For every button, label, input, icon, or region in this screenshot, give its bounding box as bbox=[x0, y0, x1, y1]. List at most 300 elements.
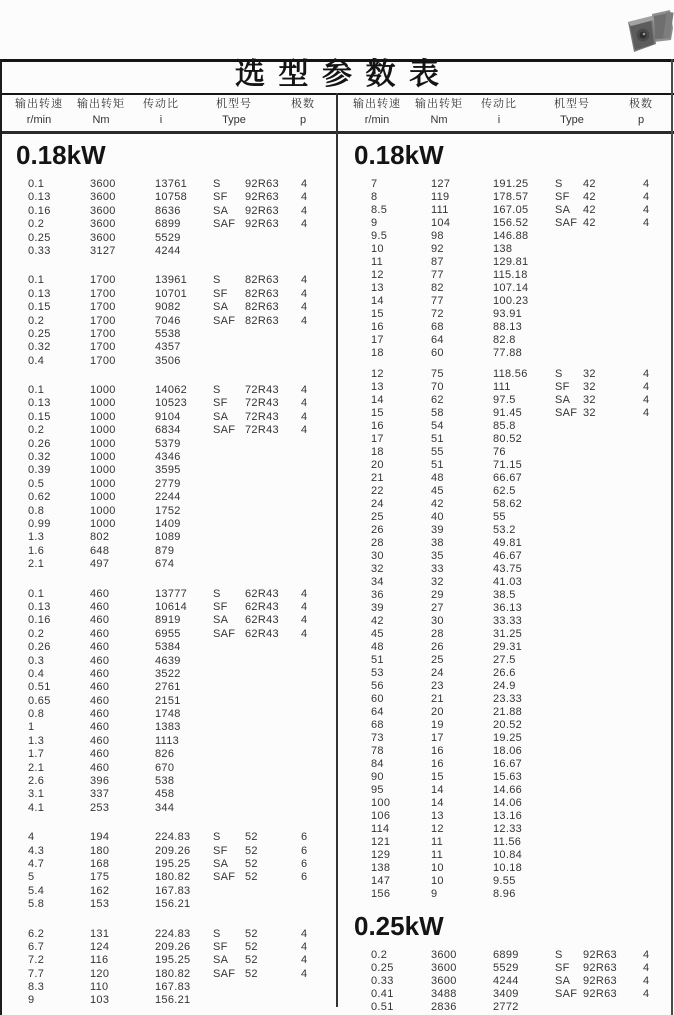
ratio-cell: 7046 bbox=[155, 314, 181, 327]
type-prefix-cell bbox=[555, 862, 583, 875]
ratio-cell: 224.83 bbox=[155, 927, 191, 940]
speed-cell: 28 bbox=[371, 537, 384, 549]
poles-cell: 6 bbox=[301, 871, 308, 884]
ratio-cell: 5529 bbox=[493, 962, 519, 974]
ratio-cell: 167.83 bbox=[155, 884, 191, 897]
type-model-cell: 52 bbox=[245, 831, 258, 844]
table-row bbox=[0, 545, 337, 558]
speed-cell: 1.7 bbox=[28, 748, 45, 761]
torque-cell: 337 bbox=[90, 788, 110, 801]
speed-cell: 1 bbox=[28, 721, 35, 734]
torque-cell: 648 bbox=[90, 544, 110, 557]
ratio-cell: 156.52 bbox=[493, 217, 529, 229]
poles-cell bbox=[643, 732, 667, 745]
type-prefix-cell: SA bbox=[213, 204, 229, 217]
poles-cell bbox=[301, 788, 325, 801]
table-row bbox=[338, 602, 674, 615]
speed-cell: 0.8 bbox=[28, 708, 45, 721]
type-prefix-cell: SAF bbox=[213, 218, 236, 231]
table-row bbox=[338, 615, 674, 628]
poles-cell bbox=[643, 667, 667, 680]
table-row bbox=[0, 341, 337, 354]
ratio-cell: 6899 bbox=[493, 949, 519, 961]
table-row bbox=[338, 719, 674, 732]
speed-cell: 0.25 bbox=[371, 962, 394, 974]
poles-cell bbox=[643, 243, 667, 256]
table-row bbox=[0, 928, 337, 941]
table-row bbox=[338, 862, 674, 875]
table-row bbox=[0, 721, 337, 734]
type-prefix-cell bbox=[213, 491, 245, 504]
type-model-cell bbox=[583, 550, 643, 563]
ratio-cell: 2779 bbox=[155, 477, 181, 490]
type-prefix-cell: SA bbox=[555, 394, 571, 406]
type-prefix-cell: SAF bbox=[555, 217, 578, 229]
speed-cell: 0.1 bbox=[28, 274, 45, 287]
poles-cell bbox=[301, 505, 325, 518]
torque-cell: 77 bbox=[431, 269, 444, 281]
torque-cell: 2836 bbox=[431, 1001, 457, 1013]
type-prefix-cell: SF bbox=[213, 844, 228, 857]
gear-ratio-block bbox=[0, 831, 337, 911]
type-model-cell bbox=[583, 719, 643, 732]
type-prefix-cell: SAF bbox=[213, 871, 236, 884]
torque-cell: 20 bbox=[431, 706, 444, 718]
torque-cell: 23 bbox=[431, 680, 444, 692]
ratio-cell: 6899 bbox=[155, 218, 181, 231]
type-prefix-cell: SA bbox=[213, 410, 229, 423]
type-prefix-cell bbox=[555, 511, 583, 524]
ratio-cell: 16.67 bbox=[493, 758, 523, 770]
poles-cell bbox=[643, 758, 667, 771]
table-row bbox=[338, 988, 674, 1001]
table-row bbox=[338, 771, 674, 784]
speed-cell: 6.2 bbox=[28, 927, 45, 940]
ratio-cell: 58.62 bbox=[493, 498, 523, 510]
type-model-cell: 92R63 bbox=[245, 191, 279, 204]
table-row bbox=[338, 485, 674, 498]
poles-cell: 6 bbox=[301, 831, 308, 844]
table-row bbox=[0, 981, 337, 994]
ratio-cell: 4244 bbox=[493, 975, 519, 987]
speed-cell: 114 bbox=[371, 823, 390, 835]
speed-cell: 0.39 bbox=[28, 464, 51, 477]
type-model-cell bbox=[583, 654, 643, 667]
torque-cell: 460 bbox=[90, 600, 110, 613]
ratio-cell: 14.66 bbox=[493, 784, 523, 796]
speed-cell: 16 bbox=[371, 321, 384, 333]
column-header-unit: p bbox=[637, 114, 645, 126]
type-prefix-cell bbox=[213, 558, 245, 571]
speed-cell: 0.51 bbox=[28, 681, 51, 694]
poles-cell bbox=[643, 628, 667, 641]
type-model-cell bbox=[245, 451, 301, 464]
torque-cell: 3127 bbox=[90, 244, 116, 257]
torque-cell: 75 bbox=[431, 368, 444, 380]
type-prefix-cell: S bbox=[555, 949, 563, 961]
type-prefix-cell bbox=[555, 459, 583, 472]
type-model-cell: 72R43 bbox=[245, 397, 279, 410]
type-model-cell bbox=[245, 505, 301, 518]
type-model-cell: 52 bbox=[245, 940, 258, 953]
ratio-cell: 82.8 bbox=[493, 334, 516, 346]
torque-cell: 103 bbox=[90, 994, 110, 1007]
torque-cell: 30 bbox=[431, 615, 444, 627]
torque-cell: 35 bbox=[431, 550, 444, 562]
ratio-cell: 5384 bbox=[155, 641, 181, 654]
speed-cell: 0.13 bbox=[28, 397, 51, 410]
type-prefix-cell bbox=[555, 576, 583, 589]
poles-cell: 4 bbox=[643, 178, 650, 190]
speed-cell: 0.99 bbox=[28, 517, 51, 530]
type-prefix-cell bbox=[555, 295, 583, 308]
speed-cell: 45 bbox=[371, 628, 384, 640]
type-model-cell: 72R43 bbox=[245, 384, 279, 397]
table-column-right bbox=[338, 136, 674, 1015]
ratio-cell: 156.21 bbox=[155, 994, 191, 1007]
poles-cell bbox=[301, 885, 325, 898]
type-model-cell bbox=[583, 334, 643, 347]
poles-cell bbox=[643, 771, 667, 784]
ratio-cell: 2244 bbox=[155, 491, 181, 504]
type-model-cell bbox=[245, 735, 301, 748]
poles-cell: 4 bbox=[301, 954, 308, 967]
type-model-cell: 92R63 bbox=[245, 204, 279, 217]
column-header-label: 输出转矩 bbox=[415, 98, 463, 110]
poles-cell bbox=[301, 762, 325, 775]
table-row bbox=[338, 295, 674, 308]
speed-cell: 0.62 bbox=[28, 491, 51, 504]
type-model-cell bbox=[583, 524, 643, 537]
poles-cell bbox=[643, 420, 667, 433]
type-model-cell bbox=[245, 981, 301, 994]
table-row bbox=[0, 397, 337, 410]
ratio-cell: 224.83 bbox=[155, 831, 191, 844]
type-prefix-cell: SF bbox=[213, 191, 228, 204]
poles-cell: 4 bbox=[301, 218, 308, 231]
torque-cell: 38 bbox=[431, 537, 444, 549]
type-model-cell bbox=[583, 282, 643, 295]
type-model-cell bbox=[245, 531, 301, 544]
ratio-cell: 4357 bbox=[155, 341, 181, 354]
type-prefix-cell bbox=[213, 981, 245, 994]
type-prefix-cell bbox=[213, 545, 245, 558]
ratio-cell: 167.83 bbox=[155, 981, 191, 994]
torque-cell: 162 bbox=[90, 884, 110, 897]
ratio-cell: 209.26 bbox=[155, 844, 191, 857]
poles-cell: 4 bbox=[301, 967, 308, 980]
type-model-cell bbox=[245, 788, 301, 801]
table-row bbox=[0, 451, 337, 464]
column-header-label: 输出转速 bbox=[353, 98, 401, 110]
speed-cell: 2.6 bbox=[28, 775, 45, 788]
torque-cell: 1700 bbox=[90, 287, 116, 300]
ratio-cell: 97.5 bbox=[493, 394, 516, 406]
speed-cell: 0.26 bbox=[28, 641, 51, 654]
ratio-cell: 10.18 bbox=[493, 862, 523, 874]
torque-cell: 1000 bbox=[90, 424, 116, 437]
table-row bbox=[338, 888, 674, 901]
speed-cell: 0.2 bbox=[371, 949, 388, 961]
ratio-cell: 1752 bbox=[155, 504, 181, 517]
poles-cell bbox=[301, 491, 325, 504]
type-prefix-cell bbox=[213, 735, 245, 748]
type-prefix-cell bbox=[213, 232, 245, 245]
gear-ratio-block bbox=[338, 368, 674, 901]
poles-cell: 4 bbox=[301, 614, 308, 627]
ratio-cell: 85.8 bbox=[493, 420, 516, 432]
speed-cell: 2.1 bbox=[28, 558, 45, 571]
type-prefix-cell: S bbox=[213, 927, 221, 940]
type-model-cell bbox=[583, 797, 643, 810]
table-row bbox=[338, 758, 674, 771]
ratio-cell: 2772 bbox=[493, 1001, 519, 1013]
ratio-cell: 344 bbox=[155, 801, 175, 814]
type-model-cell bbox=[583, 602, 643, 615]
ratio-cell: 27.5 bbox=[493, 654, 516, 666]
type-prefix-cell: S bbox=[213, 274, 221, 287]
column-header-unit: r/min bbox=[26, 114, 52, 126]
speed-cell: 7.7 bbox=[28, 967, 45, 980]
type-model-cell bbox=[245, 775, 301, 788]
type-model-cell bbox=[583, 1001, 643, 1014]
type-prefix-cell bbox=[555, 243, 583, 256]
speed-cell: 0.33 bbox=[371, 975, 394, 987]
ratio-cell: 3522 bbox=[155, 667, 181, 680]
poles-cell bbox=[301, 735, 325, 748]
torque-cell: 3600 bbox=[90, 218, 116, 231]
type-prefix-cell bbox=[213, 328, 245, 341]
type-prefix-cell bbox=[555, 230, 583, 243]
type-prefix-cell bbox=[555, 550, 583, 563]
speed-cell: 68 bbox=[371, 719, 384, 731]
torque-cell: 180 bbox=[90, 844, 110, 857]
ratio-cell: 3506 bbox=[155, 354, 181, 367]
ratio-cell: 191.25 bbox=[493, 178, 529, 190]
type-model-cell bbox=[245, 328, 301, 341]
table-row bbox=[338, 654, 674, 667]
speed-cell: 2.1 bbox=[28, 761, 45, 774]
table-row bbox=[338, 706, 674, 719]
type-prefix-cell bbox=[213, 788, 245, 801]
table-row bbox=[338, 334, 674, 347]
type-model-cell bbox=[245, 748, 301, 761]
speed-cell: 0.2 bbox=[28, 314, 45, 327]
table-row bbox=[338, 949, 674, 962]
type-model-cell: 32 bbox=[583, 381, 596, 393]
table-row bbox=[338, 797, 674, 810]
table-row bbox=[0, 681, 337, 694]
torque-cell: 17 bbox=[431, 732, 444, 744]
type-prefix-cell: SF bbox=[213, 397, 228, 410]
page-title: 选型参数表 bbox=[235, 58, 453, 91]
speed-cell: 0.15 bbox=[28, 301, 51, 314]
type-model-cell: 72R43 bbox=[245, 410, 279, 423]
type-model-cell: 52 bbox=[245, 954, 258, 967]
type-model-cell: 72R43 bbox=[245, 424, 279, 437]
torque-cell: 1000 bbox=[90, 384, 116, 397]
type-prefix-cell bbox=[555, 745, 583, 758]
poles-cell bbox=[643, 745, 667, 758]
speed-cell: 1.6 bbox=[28, 544, 45, 557]
ratio-cell: 66.67 bbox=[493, 472, 523, 484]
type-model-cell bbox=[583, 589, 643, 602]
gear-ratio-block bbox=[0, 274, 337, 368]
ratio-cell: 19.25 bbox=[493, 732, 523, 744]
speed-cell: 0.33 bbox=[28, 244, 51, 257]
table-row bbox=[338, 550, 674, 563]
ratio-cell: 36.13 bbox=[493, 602, 523, 614]
torque-cell: 13 bbox=[431, 810, 444, 822]
poles-cell bbox=[643, 433, 667, 446]
type-prefix-cell: SF bbox=[555, 191, 570, 203]
column-header-label: 输出转矩 bbox=[77, 98, 125, 110]
type-prefix-cell: S bbox=[213, 178, 221, 190]
type-prefix-cell bbox=[555, 719, 583, 732]
column-header-unit: i bbox=[159, 114, 163, 126]
type-model-cell bbox=[245, 721, 301, 734]
ratio-cell: 10.84 bbox=[493, 849, 523, 861]
speed-cell: 0.5 bbox=[28, 477, 45, 490]
speed-cell: 15 bbox=[371, 407, 384, 419]
gear-ratio-block bbox=[0, 928, 337, 1008]
poles-cell bbox=[301, 518, 325, 531]
table-row bbox=[338, 178, 674, 191]
table-row bbox=[338, 680, 674, 693]
torque-cell: 98 bbox=[431, 230, 444, 242]
table-row bbox=[0, 601, 337, 614]
type-prefix-cell: SF bbox=[213, 287, 228, 300]
table-column-left bbox=[0, 136, 337, 1015]
column-header bbox=[466, 97, 532, 128]
type-prefix-cell bbox=[555, 784, 583, 797]
table-row bbox=[0, 438, 337, 451]
type-model-cell bbox=[245, 885, 301, 898]
ratio-cell: 53.2 bbox=[493, 524, 516, 536]
type-prefix-cell: SA bbox=[555, 975, 571, 987]
ratio-cell: 13.16 bbox=[493, 810, 523, 822]
type-model-cell bbox=[583, 784, 643, 797]
type-model-cell bbox=[583, 230, 643, 243]
table-row bbox=[0, 424, 337, 437]
gear-ratio-block bbox=[338, 178, 674, 360]
type-prefix-cell bbox=[555, 875, 583, 888]
torque-cell: 460 bbox=[90, 694, 110, 707]
gear-motor-photo bbox=[624, 4, 674, 60]
poles-cell: 4 bbox=[301, 178, 308, 190]
torque-cell: 460 bbox=[90, 627, 110, 640]
ratio-cell: 24.9 bbox=[493, 680, 516, 692]
speed-cell: 0.2 bbox=[28, 627, 45, 640]
torque-cell: 153 bbox=[90, 898, 110, 911]
torque-cell: 92 bbox=[431, 243, 444, 255]
torque-cell: 19 bbox=[431, 719, 444, 731]
speed-cell: 4.1 bbox=[28, 801, 45, 814]
speed-cell: 4 bbox=[28, 831, 35, 844]
poles-cell bbox=[643, 334, 667, 347]
type-prefix-cell bbox=[555, 836, 583, 849]
speed-cell: 16 bbox=[371, 420, 384, 432]
speed-cell: 26 bbox=[371, 524, 384, 536]
speed-cell: 0.25 bbox=[28, 327, 51, 340]
torque-cell: 3600 bbox=[431, 962, 457, 974]
type-model-cell: 32 bbox=[583, 368, 596, 380]
table-row bbox=[0, 328, 337, 341]
table-row bbox=[338, 269, 674, 282]
poles-cell bbox=[643, 589, 667, 602]
speed-cell: 3.1 bbox=[28, 788, 45, 801]
ratio-cell: 5529 bbox=[155, 231, 181, 244]
table-row bbox=[338, 849, 674, 862]
torque-cell: 460 bbox=[90, 761, 110, 774]
type-model-cell bbox=[245, 558, 301, 571]
column-header-unit: r/min bbox=[364, 114, 390, 126]
column-header bbox=[539, 97, 605, 128]
poles-cell: 4 bbox=[643, 407, 650, 419]
speed-cell: 53 bbox=[371, 667, 384, 679]
speed-cell: 13 bbox=[371, 282, 384, 294]
ratio-cell: 146.88 bbox=[493, 230, 529, 242]
poles-cell bbox=[301, 708, 325, 721]
poles-cell bbox=[301, 721, 325, 734]
type-model-cell bbox=[245, 518, 301, 531]
type-model-cell bbox=[583, 321, 643, 334]
poles-cell bbox=[301, 245, 325, 258]
type-prefix-cell bbox=[213, 721, 245, 734]
torque-cell: 24 bbox=[431, 667, 444, 679]
torque-cell: 9 bbox=[431, 888, 438, 900]
poles-cell bbox=[643, 550, 667, 563]
torque-cell: 175 bbox=[90, 871, 110, 884]
speed-cell: 4.3 bbox=[28, 844, 45, 857]
type-prefix-cell: SA bbox=[555, 204, 571, 216]
type-model-cell: 52 bbox=[245, 927, 258, 940]
type-prefix-cell bbox=[213, 655, 245, 668]
table-row bbox=[0, 245, 337, 258]
type-prefix-cell: SA bbox=[213, 954, 229, 967]
type-prefix-cell bbox=[555, 628, 583, 641]
poles-cell bbox=[301, 655, 325, 668]
type-prefix-cell: S bbox=[213, 384, 221, 397]
speed-cell: 12 bbox=[371, 368, 384, 380]
speed-cell: 51 bbox=[371, 654, 384, 666]
type-model-cell bbox=[583, 563, 643, 576]
type-prefix-cell: SA bbox=[213, 301, 229, 314]
type-model-cell: 52 bbox=[245, 967, 258, 980]
poles-cell bbox=[643, 230, 667, 243]
type-prefix-cell bbox=[555, 797, 583, 810]
ratio-cell: 195.25 bbox=[155, 954, 191, 967]
type-prefix-cell: SAF bbox=[555, 407, 578, 419]
torque-cell: 168 bbox=[90, 857, 110, 870]
table-row bbox=[0, 301, 337, 314]
speed-cell: 4.7 bbox=[28, 857, 45, 870]
table-row bbox=[0, 802, 337, 815]
type-prefix-cell: SAF bbox=[213, 627, 236, 640]
torque-cell: 26 bbox=[431, 641, 444, 653]
ratio-cell: 2151 bbox=[155, 694, 181, 707]
poles-cell bbox=[643, 485, 667, 498]
poles-cell bbox=[301, 478, 325, 491]
type-model-cell bbox=[583, 758, 643, 771]
table-row bbox=[338, 498, 674, 511]
type-model-cell: 92R63 bbox=[245, 218, 279, 231]
ratio-cell: 15.63 bbox=[493, 771, 523, 783]
ratio-cell: 111 bbox=[493, 381, 511, 393]
torque-cell: 51 bbox=[431, 459, 444, 471]
table-row bbox=[338, 256, 674, 269]
table-row bbox=[338, 537, 674, 550]
